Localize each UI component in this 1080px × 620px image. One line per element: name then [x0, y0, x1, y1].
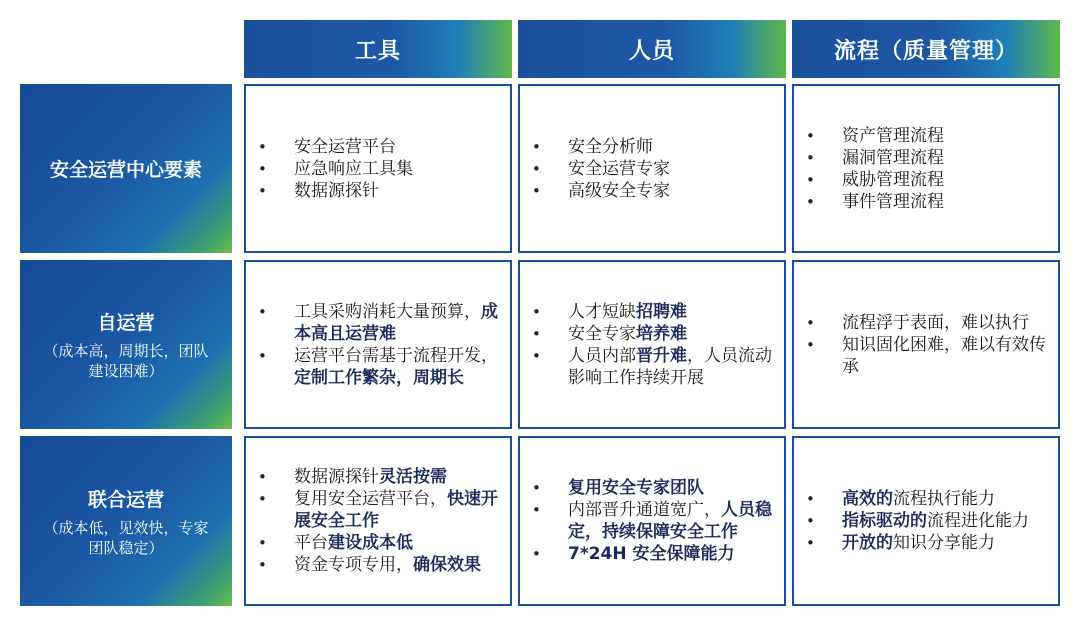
bullet-text-bold: 成本高且运营难 [294, 301, 498, 344]
bullet-item [258, 345, 502, 389]
cell-elements-process [792, 84, 1060, 253]
bullet-item [532, 499, 776, 543]
bullet-text-bold: 建设成本低 [328, 533, 413, 553]
cell-joint-people [518, 436, 786, 606]
bullet-text: 事件管理流程 [842, 191, 944, 212]
bullet-item [532, 477, 776, 499]
cell-joint-process [792, 436, 1060, 606]
bullet-item [806, 191, 1050, 213]
bullet-item [532, 158, 776, 180]
row-subtitle: （成本低，见效快，专家团队稳定） [43, 518, 209, 557]
row-header-joint-operation [20, 436, 232, 606]
column-header-people: 人员 [518, 20, 786, 78]
bullet-item [532, 301, 776, 323]
bullet-text: 安全专家 [568, 323, 636, 344]
bullet-text: 流程进化能力 [927, 511, 1029, 531]
bullet-list [246, 136, 510, 202]
bullet-item [258, 554, 502, 576]
bullet-item [806, 334, 1050, 378]
bullet-item [258, 301, 502, 345]
bullet-text-bold: 快速开展安全工作 [294, 489, 498, 531]
bullet-item [806, 532, 1050, 554]
row-subtitle: （成本高，周期长，团队建设困难） [43, 342, 209, 380]
bullet-text: 内部晋升通道宽广， [568, 500, 721, 520]
bullet-item [532, 323, 776, 345]
bullet-text: 资金专项专用， [294, 555, 413, 575]
bullet-list [794, 125, 1058, 213]
bullet-item [806, 147, 1050, 169]
bullet-text: 人员内部 [568, 345, 636, 366]
bullet-item [258, 488, 502, 532]
bullet-text-bold: 开放的 [842, 533, 893, 553]
bullet-text: 安全运营专家 [568, 158, 670, 179]
bullet-text-bold: 晋升难 [636, 345, 687, 366]
row-title: 联合运营 [87, 488, 164, 511]
bullet-text-bold: 指标驱动的 [842, 511, 927, 531]
bullet-text: 数据源探针 [294, 180, 379, 201]
bullet-text-bold: 高效的 [842, 489, 893, 509]
row-title: 自运营 [97, 312, 155, 334]
bullet-text: 高级安全专家 [568, 180, 670, 201]
bullet-text: 安全分析师 [568, 136, 653, 157]
bullet-item [806, 510, 1050, 532]
bullet-list [246, 466, 510, 576]
bullet-text-bold: 定制工作繁杂，周期长 [294, 367, 464, 388]
bullet-text: 安全运营平台 [294, 136, 396, 157]
row-header-elements [20, 84, 232, 253]
bullet-text: 平台 [294, 533, 328, 553]
bullet-list [246, 301, 510, 389]
bullet-item [806, 169, 1050, 191]
bullet-text: 应急响应工具集 [294, 158, 413, 179]
bullet-text-bold: 确保效果 [413, 555, 481, 575]
bullet-item [258, 466, 502, 488]
cell-self-tools [244, 260, 512, 429]
bullet-text: 资产管理流程 [842, 125, 944, 146]
bullet-text: 数据源探针 [294, 467, 379, 487]
row-header-self-operation [20, 260, 232, 429]
bullet-text: 知识固化困难，难以有效传承 [842, 334, 1046, 377]
bullet-text: 漏洞管理流程 [842, 147, 944, 168]
bullet-list [520, 477, 784, 565]
bullet-text: ，人员流动影响工作持续开展 [568, 345, 772, 388]
bullet-item [806, 312, 1050, 334]
bullet-text-bold: 灵活按需 [379, 467, 447, 487]
bullet-text: 流程执行能力 [893, 489, 995, 509]
bullet-item [806, 488, 1050, 510]
bullet-list [520, 301, 784, 389]
bullet-list [794, 488, 1058, 554]
bullet-item [258, 158, 502, 180]
bullet-item [532, 136, 776, 158]
bullet-text: 威胁管理流程 [842, 169, 944, 190]
bullet-item [258, 180, 502, 202]
bullet-list [520, 136, 784, 202]
bullet-text-bold: 7*24H 安全保障能力 [568, 544, 735, 564]
bullet-text-bold: 复用安全专家团队 [568, 478, 704, 498]
cell-joint-tools [244, 436, 512, 606]
cell-elements-tools [244, 84, 512, 253]
bullet-item [532, 345, 776, 389]
bullet-item [806, 125, 1050, 147]
column-header-tools: 工具 [244, 20, 512, 78]
column-header-process: 流程（质量管理） [792, 20, 1060, 78]
bullet-item [258, 136, 502, 158]
bullet-text-bold: 招聘难 [636, 301, 687, 322]
bullet-list [794, 312, 1058, 378]
bullet-text: 复用安全运营平台， [294, 489, 447, 509]
bullet-text-bold: 培养难 [636, 323, 687, 344]
cell-self-process [792, 260, 1060, 429]
bullet-text: 工具采购消耗大量预算， [294, 301, 481, 322]
bullet-item [258, 532, 502, 554]
bullet-text-bold: 人员稳定，持续保障安全工作 [568, 500, 772, 542]
cell-self-people [518, 260, 786, 429]
row-title: 安全运营中心要素 [49, 159, 202, 181]
bullet-text: 人才短缺 [568, 301, 636, 322]
bullet-item [532, 543, 776, 565]
bullet-item [532, 180, 776, 202]
bullet-text: 流程浮于表面，难以执行 [842, 312, 1029, 333]
bullet-text: 运营平台需基于流程开发， [294, 345, 498, 366]
bullet-text: 知识分享能力 [893, 533, 995, 553]
cell-elements-people [518, 84, 786, 253]
